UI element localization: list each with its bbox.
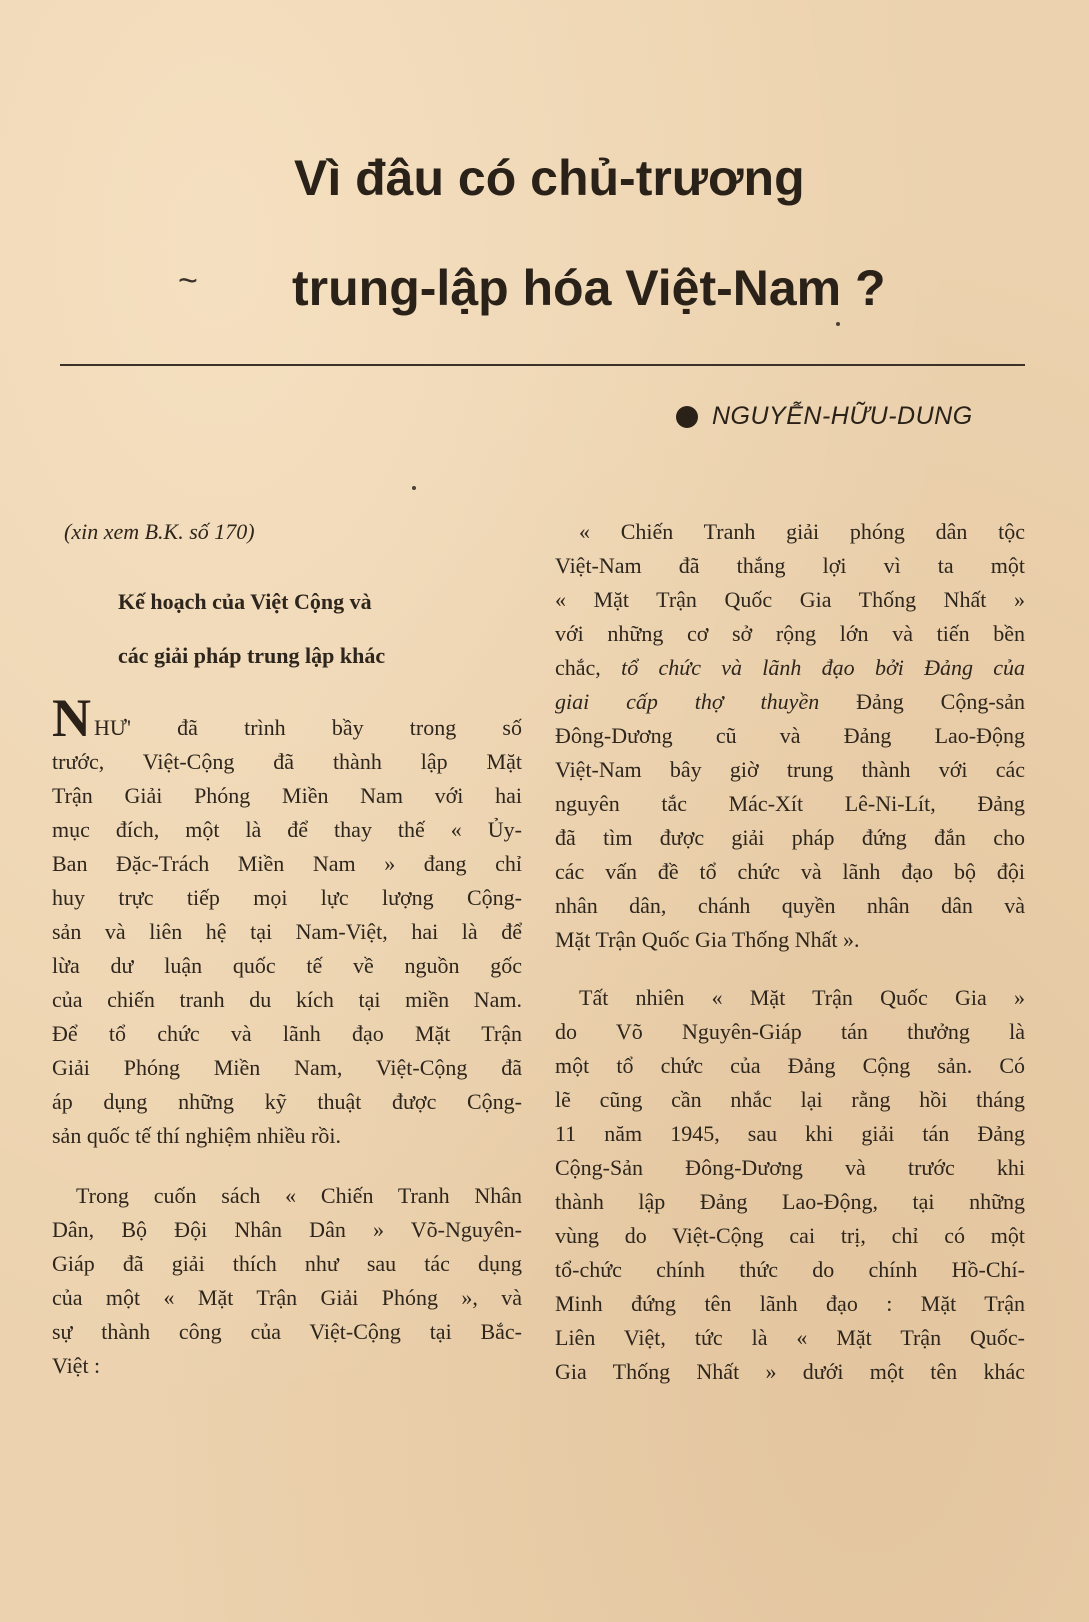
text-line: của một « Mặt Trận Giải Phóng », và (52, 1285, 522, 1310)
paragraph (555, 981, 1025, 1389)
drop-cap: N (52, 688, 91, 748)
text-line: Đông-Dương cũ và Đảng Lao-Động (555, 723, 1025, 748)
text-line: sản và liên hệ tại Nam-Việt, hai là để (52, 919, 522, 944)
text-line: do Võ Nguyên-Giáp tán thưởng là (555, 1019, 1025, 1044)
text-line: Giáp đã giải thích như sau tác dụng (52, 1251, 522, 1276)
italic-segment: tổ chức và lãnh đạo bởi Đảng của (621, 655, 1026, 680)
paragraph (52, 1179, 522, 1383)
first-line-text: HƯ' đã trình bầy trong số (94, 715, 522, 740)
print-speck (836, 322, 840, 326)
text-line: với những cơ sở rộng lớn và tiến bền (555, 621, 1025, 646)
text-line (555, 651, 1025, 685)
text-line: Việt-Nam bây giờ trung thành với các (555, 757, 1025, 782)
text-line: Giải Phóng Miền Nam, Việt-Cộng đã (52, 1055, 522, 1080)
text-line: huy trực tiếp mọi lực lượng Cộng- (52, 885, 522, 910)
text-line: Mặt Trận Quốc Gia Thống Nhất ». (555, 927, 860, 952)
text-line: nhân dân, chánh quyền nhân dân và (555, 893, 1025, 918)
text-line: Ban Đặc-Trách Miền Nam » đang chỉ (52, 851, 522, 876)
subheading-line: Kế hoạch của Việt Cộng và (118, 589, 372, 614)
text-line (52, 688, 522, 748)
text-line: Việt-Nam đã thắng lợi vì ta một (555, 553, 1025, 578)
right-column (555, 515, 1025, 1389)
bullet-icon (676, 406, 698, 428)
text-line: thành lập Đảng Lao-Động, tại những (555, 1189, 1025, 1214)
text-line: sản quốc tế thí nghiệm nhiều rồi. (52, 1123, 341, 1148)
text-line: 11 năm 1945, sau khi giải tán Đảng (555, 1121, 1025, 1146)
article-title-line-1: Vì đâu có chủ-trương (294, 150, 805, 206)
reference-note: (xin xem B.K. số 170) (64, 519, 255, 544)
text-line: trước, Việt-Cộng đã thành lập Mặt (52, 749, 522, 774)
print-speck (412, 486, 416, 490)
text-line: lừa dư luận quốc tế về nguồn gốc (52, 953, 522, 978)
tilde-mark-icon: ~ (178, 262, 198, 300)
text-line: Việt : (52, 1353, 101, 1378)
text-line: Để tổ chức và lãnh đạo Mặt Trận (52, 1021, 522, 1046)
text-line: Gia Thống Nhất » dưới một tên khác (555, 1359, 1025, 1384)
text-line: vùng do Việt-Cộng cai trị, chỉ có một (555, 1223, 1025, 1248)
paragraph (52, 688, 522, 1153)
byline (676, 402, 973, 431)
text-line: Liên Việt, tức là « Mặt Trận Quốc- (555, 1325, 1025, 1350)
text-line: của chiến tranh du kích tại miền Nam. (52, 987, 522, 1012)
text-line: nguyên tắc Mác-Xít Lê-Ni-Lít, Đảng (555, 791, 1025, 816)
subheading-line: các giải pháp trung lập khác (118, 643, 386, 668)
author-name: NGUYỄN-HỮU-DUNG (712, 402, 973, 430)
left-column (52, 515, 522, 1383)
text-line: Trong cuốn sách « Chiến Tranh Nhân (76, 1183, 522, 1208)
text-line: Cộng-Sản Đông-Dương và trước khi (555, 1155, 1025, 1180)
text-line: Dân, Bộ Đội Nhân Dân » Võ-Nguyên- (52, 1217, 522, 1242)
quote-paragraph (555, 515, 1025, 957)
text-line: các vấn đề tổ chức và lãnh đạo bộ đội (555, 859, 1025, 884)
text-segment: Đảng Cộng-sản (856, 689, 1025, 714)
text-line: « Mặt Trận Quốc Gia Thống Nhất » (555, 587, 1025, 612)
text-line: tổ-chức chính thức do chính Hồ-Chí- (555, 1257, 1025, 1282)
text-line: sự thành công của Việt-Cộng tại Bắc- (52, 1319, 522, 1344)
text-line: một tổ chức của Đảng Cộng sản. Có (555, 1053, 1025, 1078)
article-title-line-2: trung-lập hóa Việt-Nam ? (292, 260, 886, 316)
text-line: lẽ cũng cần nhắc lại rằng hồi tháng (555, 1087, 1025, 1112)
text-segment: chắc, (555, 655, 601, 680)
text-line: Minh đứng tên lãnh đạo : Mặt Trận (555, 1291, 1025, 1316)
italic-segment: giai cấp thợ thuyền (555, 689, 820, 714)
text-line: « Chiến Tranh giải phóng dân tộc (579, 519, 1025, 544)
text-line: áp dụng những kỹ thuật được Cộng- (52, 1089, 522, 1114)
text-line: đã tìm được giải pháp đứng đắn cho (555, 825, 1025, 850)
text-line: Tất nhiên « Mặt Trận Quốc Gia » (579, 985, 1025, 1010)
text-line: mục đích, một là để thay thế « Ủy- (52, 817, 522, 842)
section-subheading (52, 575, 522, 683)
text-line: Trận Giải Phóng Miền Nam với hai (52, 783, 522, 808)
title-rule (60, 364, 1025, 366)
text-line (555, 685, 1025, 719)
